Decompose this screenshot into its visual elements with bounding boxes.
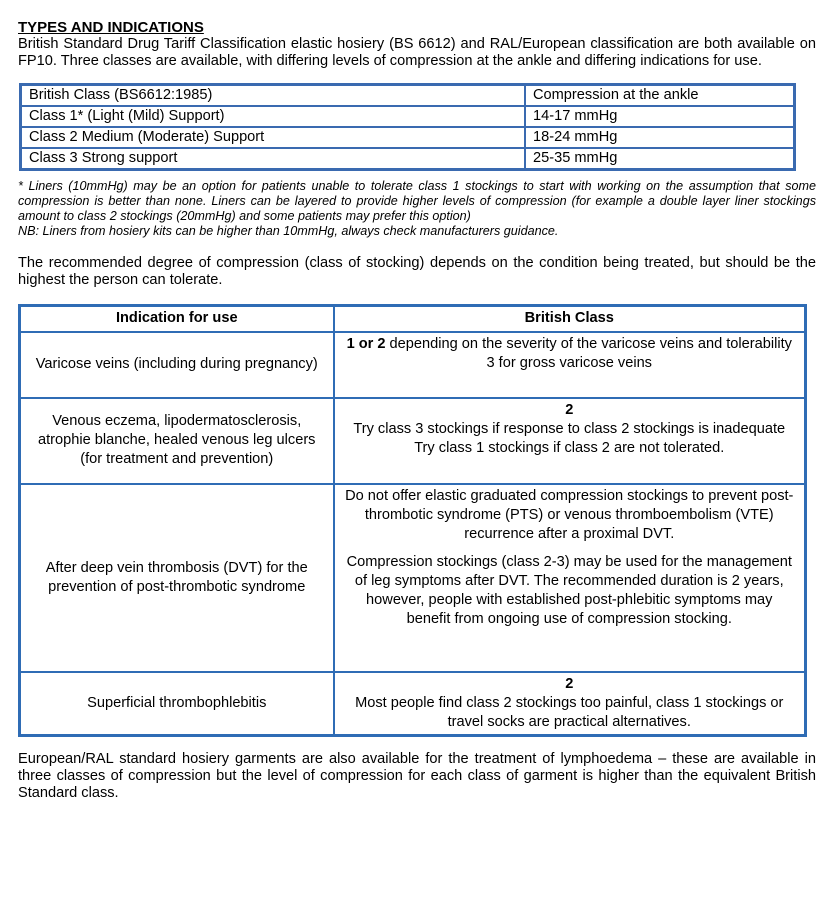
closing-paragraph: European/RAL standard hosiery garments are also available for the treatment of lymphoedema – these are available in three classes of compression but the level of compression for each class of garment is higher than the equivalent British Standard class. — [18, 750, 816, 801]
class-advice: Try class 1 stockings if class 2 are not tolerated. — [414, 439, 725, 456]
class-table-header-cell: Compression at the ankle — [525, 85, 795, 107]
liners-nb-text: NB: Liners from hosiery kits can be higher than 10mmHg, always check manufacturers guidance. — [18, 224, 559, 238]
indication-table — [18, 304, 807, 737]
british-class-header-cell: British Class — [334, 305, 806, 332]
british-class-cell — [334, 398, 806, 484]
liners-note-text: * Liners (10mmHg) may be an option for patients unable to tolerate class 1 stockings to start with working on the assumption that some compression is better than none. Liners can be layered to provide higher levels of compression (for example a double layer liner stockings amount to class 2 stockings (20mmHg) and some patients may prefer this option) — [18, 179, 816, 223]
table-row — [20, 398, 806, 484]
compression-cell: 14-17 mmHg — [525, 106, 795, 127]
class-name-cell: Class 1* (Light (Mild) Support) — [21, 106, 526, 127]
table-row — [21, 106, 795, 127]
class-value: 1 or 2 — [346, 335, 386, 352]
indication-header-cell: Indication for use — [20, 305, 334, 332]
table-row — [20, 672, 806, 736]
class-value: 2 — [565, 675, 574, 692]
class-table-header-cell: British Class (BS6612:1985) — [21, 85, 526, 107]
class-table — [19, 83, 796, 171]
class-advice: Most people find class 2 stockings too painful, class 1 stockings or travel socks are practical alternatives. — [355, 694, 784, 730]
compression-cell: 25-35 mmHg — [525, 148, 795, 170]
indication-cell: Venous eczema, lipodermatosclerosis, atrophie blanche, healed venous leg ulcers (for treatment and prevention) — [20, 398, 334, 484]
section-heading: TYPES AND INDICATIONS — [18, 19, 204, 36]
recommendation-paragraph: The recommended degree of compression (class of stocking) depends on the condition being treated, but should be the highest the person can tolerate. — [18, 255, 816, 288]
british-class-cell — [334, 484, 806, 672]
liners-note — [18, 179, 816, 239]
indication-cell: Varicose veins (including during pregnancy) — [20, 332, 334, 398]
indication-cell: Superficial thrombophlebitis — [20, 672, 334, 736]
table-row — [21, 148, 795, 170]
table-row — [21, 127, 795, 148]
document-page — [18, 19, 816, 816]
class-advice: Do not offer elastic graduated compression stockings to prevent post-thrombotic syndrome (PTS) or venous thromboembolism (VTE) recurrence after a proximal DVT. — [345, 487, 794, 542]
class-value: 2 — [565, 401, 574, 418]
table-row — [20, 332, 806, 398]
british-class-cell — [334, 672, 806, 736]
intro-paragraph: British Standard Drug Tariff Classification elastic hosiery (BS 6612) and RAL/European classification are both available on FP10. Three classes are available, with differing levels of compression at the ankle and differing indications for use. — [18, 36, 816, 69]
class-name-cell: Class 3 Strong support — [21, 148, 526, 170]
table-row — [20, 484, 806, 672]
indication-cell: After deep vein thrombosis (DVT) for the prevention of post-thrombotic syndrome — [20, 484, 334, 672]
class-advice: Compression stockings (class 2-3) may be used for the management of leg symptoms after DVT. The recommended duration is 2 years, however, people with established post-phlebitic symptoms may benefit from ongoing use of compression stocking. — [346, 553, 792, 627]
class-name-cell: Class 2 Medium (Moderate) Support — [21, 127, 526, 148]
class-extra: 3 for gross varicose veins — [486, 354, 652, 371]
class-description: depending on the severity of the varicose veins and tolerability — [385, 335, 792, 352]
class-text — [343, 335, 797, 354]
indication-table-header-row — [20, 305, 806, 332]
british-class-cell — [334, 332, 806, 398]
class-table-header-row — [21, 85, 795, 107]
compression-cell: 18-24 mmHg — [525, 127, 795, 148]
class-advice: Try class 3 stockings if response to class 2 stockings is inadequate — [353, 420, 786, 437]
